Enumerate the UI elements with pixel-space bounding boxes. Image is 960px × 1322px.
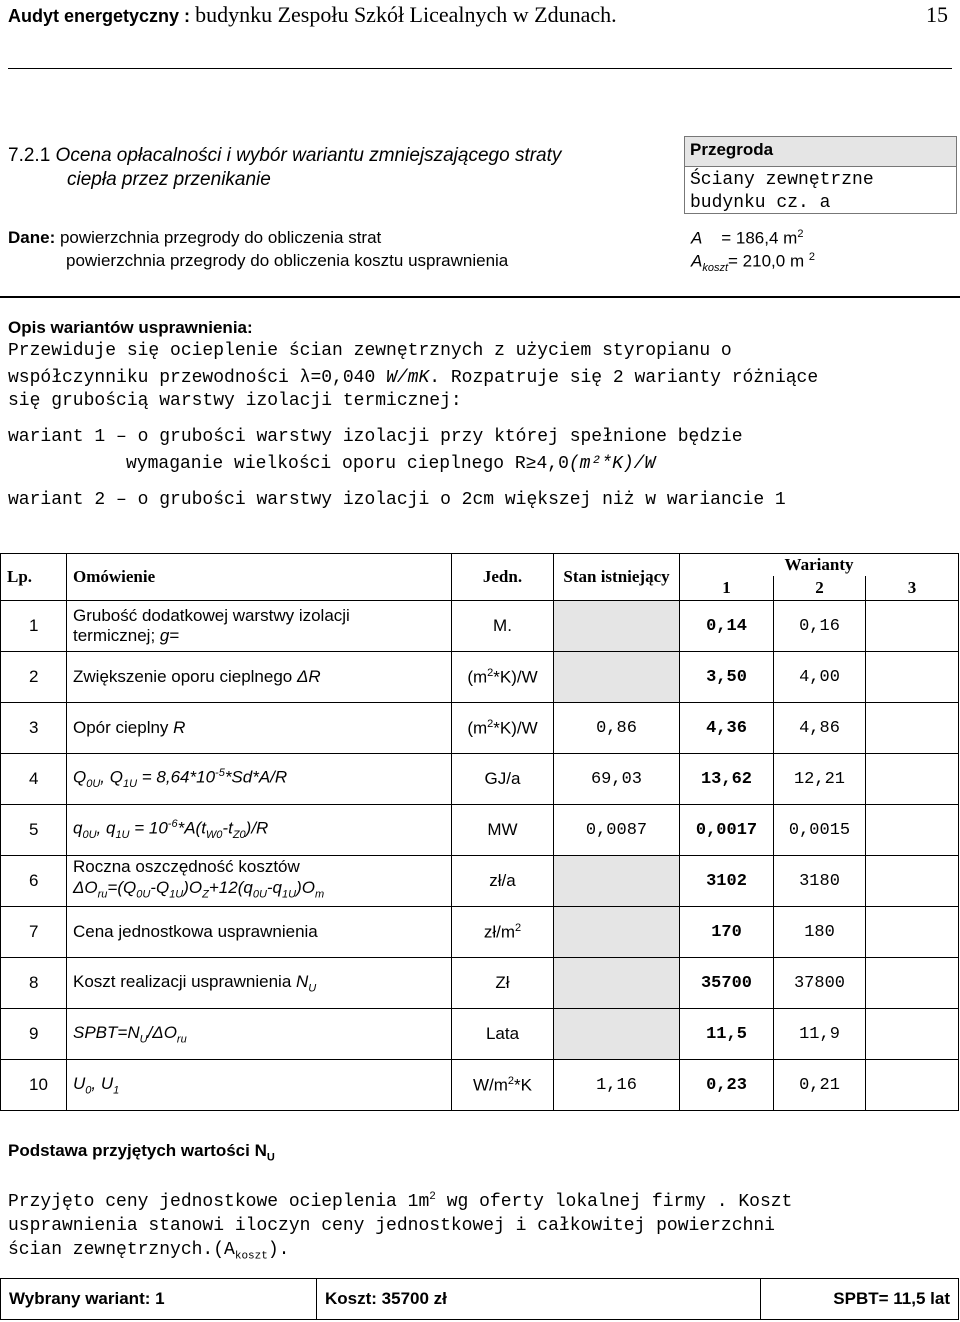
selected-cost: Koszt: 35700 zł [317, 1279, 761, 1320]
partition-box [684, 136, 957, 214]
section-title [8, 144, 678, 192]
variants-table [0, 553, 959, 1111]
header-rule [8, 68, 952, 69]
area-value: A = 186,4 $m^2$ [691, 228, 804, 248]
section-title-line2: ciepła przez przenikanie [67, 169, 271, 190]
table-row: 7 Cena jednostkowa usprawnienia $zł/m^2$ 170 180 [1, 907, 959, 958]
partition-label: Przegroda [690, 140, 774, 159]
partition-value: Ściany zewnętrzne budynku cz. a [690, 170, 874, 213]
table-row: 3 Opór cieplny R $(m^2*K)/W$ 0,86 4,36 4,86 [1, 703, 959, 754]
options-line1: Przewiduje się ocieplenie ścian zewnętrznych z użyciem styropianu o [8, 341, 732, 361]
header-omowienie: Omówienie [67, 554, 452, 601]
variant2-line: wariant 2 – o grubości warstwy izolacji o 2cm większej niż w wariancie 1 [8, 490, 786, 510]
header-lp: Lp. [1, 554, 67, 601]
given-line1: Dane: powierzchnia przegrody do obliczenia strat [8, 228, 382, 247]
given-line2: powierzchnia przegrody do obliczenia kosztu usprawnienia [66, 251, 509, 270]
table-row: 9 $SPBT=N_U/\Delta O_{ru}$ Lata 11,5 11,9 [1, 1009, 959, 1060]
options-line2: współczynniku przewodności λ=0,040 W/mK. Rozpatruje się 2 warianty różniące [8, 368, 819, 388]
table-row: 1 Grubość dodatkowej warstwy izolacji termicznej; g= M. 0,14 0,16 [1, 601, 959, 652]
table-row: 6 Roczna oszczędność kosztów $\Delta O_{ru}=(Q_{0U}-Q_{1U})O_Z+12(q_{0U}-q_{1U})O_m$ zł/a 3102 3180 [1, 856, 959, 907]
table-row: 2 Zwiększenie oporu cieplnego ΔR $(m^2*K)/W$ 3,50 4,00 [1, 652, 959, 703]
header-warianty: Warianty [680, 554, 959, 577]
selected-spbt: SPBT= 11,5 lat [761, 1279, 959, 1320]
area-cost-value: $A_{koszt}= 210,0$ m $^2$ [691, 251, 815, 275]
table-row: 5 $q_{0U}$, $q_{1U} = 10^{-6}*A(t_{W0}-t_{Z0})/R$ MW 0,0087 0,0017 0,0015 [1, 805, 959, 856]
header-w1: 1 [680, 576, 774, 601]
page-number: 15 [926, 2, 948, 27]
partition-header [685, 137, 956, 167]
header-w3: 3 [866, 576, 959, 601]
basis-heading: Podstawa przyjętych wartości $N_U$ [8, 1141, 275, 1164]
selected-variant: Wybrany wariant: 1 [1, 1279, 317, 1320]
section-divider [0, 296, 960, 298]
options-line3: się grubością warstwy izolacji termicznej: [8, 391, 462, 411]
summary-table [0, 1278, 959, 1320]
document-header [8, 2, 617, 28]
table-row: 10 $U_0$, $U_1$ $W/m^2*K$ 1,16 0,23 0,21 [1, 1060, 959, 1111]
basis-text: Przyjęto ceny jednostkowe ocieplenia $1m^2$ wg oferty lokalnej firmy . Koszt usprawnienia stanowi iloczyn ceny jednostkowej i całkowitej powierzchni ścian $zewnętrznych.(A_{koszt})$. [8, 1191, 793, 1263]
header-building: budynku Zespołu Szkół Licealnych w Zdunach. [195, 2, 617, 27]
table-row: 4 $Q_{0U}$, $Q_{1U} = 8,64*10^{-5}*Sd*A/R$ GJ/a 69,03 13,62 12,21 [1, 754, 959, 805]
variant1-line2: wymaganie wielkości oporu cieplnego R≥4,0(m²*K)/W [126, 454, 656, 474]
header-jedn: Jedn. [452, 554, 554, 601]
variant1-line1: wariant 1 – o grubości warstwy izolacji przy której spełnione będzie [8, 427, 743, 447]
header-label: Audyt energetyczny : [8, 6, 191, 26]
header-w2: 2 [774, 576, 866, 601]
table-row: 8 Koszt realizacji usprawnienia $N_U$ Zł 35700 37800 [1, 958, 959, 1009]
options-heading: Opis wariantów usprawnienia: [8, 318, 253, 337]
section-title-line1: Ocena opłacalności i wybór wariantu zmniejszającego straty [55, 145, 562, 166]
section-number: 7.2.1 [8, 145, 51, 166]
header-stan: Stan istniejący [554, 554, 680, 601]
